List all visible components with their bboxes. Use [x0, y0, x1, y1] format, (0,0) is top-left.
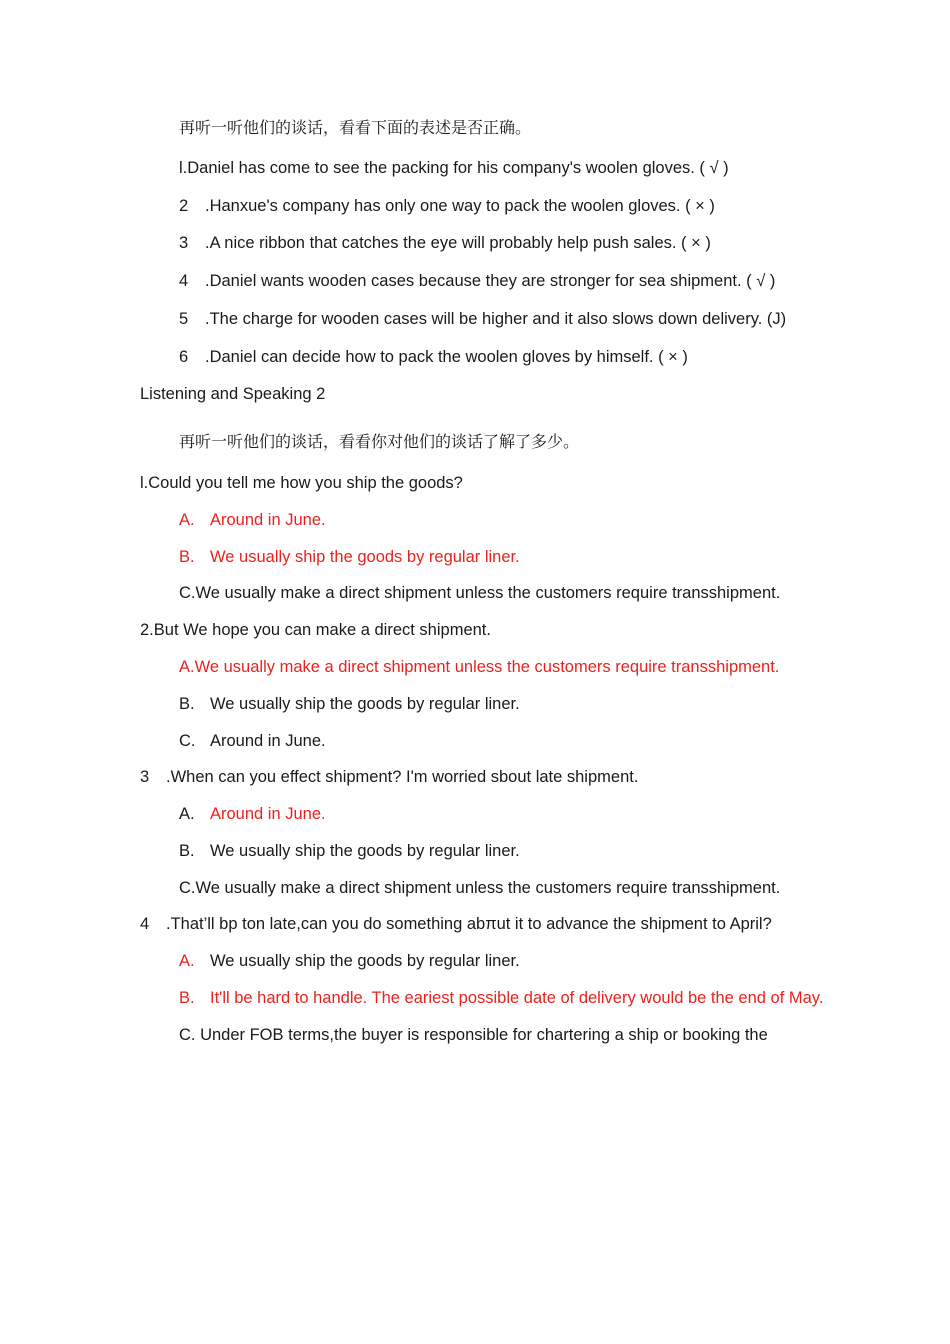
- tf-item-5: [179, 309, 786, 329]
- option-label: B.: [179, 842, 195, 860]
- option-label: A.: [179, 511, 195, 529]
- tf-item-text: .A nice ribbon that catches the eye will probably help push sales. ( × ): [205, 234, 711, 252]
- tf-item-number: 6: [179, 348, 189, 366]
- option-text: We usually ship the goods by regular liner.: [210, 548, 520, 566]
- tf-item-text: .Daniel wants wooden cases because they are stronger for sea shipment. ( √ ): [205, 272, 776, 290]
- option-label: A.: [179, 805, 195, 823]
- option-label: A.: [179, 952, 195, 970]
- tf-item-number: 2: [179, 197, 189, 215]
- question-4: [140, 914, 772, 934]
- tf-item-6: [179, 347, 688, 367]
- question-number: 4: [140, 915, 150, 933]
- tf-item-number: 4: [179, 272, 189, 290]
- tf-item-1: [179, 158, 729, 178]
- q2-option-c: [179, 731, 326, 751]
- option-label: B.: [179, 695, 195, 713]
- section2-instruction: 再听一听他们的谈话，看看你对他们的谈话了解了多少。: [179, 432, 580, 451]
- option-label: B.: [179, 989, 195, 1007]
- question-3: [140, 767, 638, 787]
- option-text: Around in June.: [210, 805, 326, 823]
- section2-heading: Listening and Speaking 2: [140, 385, 326, 403]
- q2-option-a: A.We usually make a direct shipment unless the customers require transshipment.: [179, 658, 780, 676]
- q1-option-a: [179, 510, 326, 530]
- option-text: We usually ship the goods by regular liner.: [210, 695, 520, 713]
- option-text: It'll be hard to handle. The eariest possible date of delivery would be the end of May.: [210, 989, 824, 1007]
- question-2: 2.But We hope you can make a direct shipment.: [140, 621, 491, 639]
- section1-instruction: 再听一听他们的谈话，看看下面的表述是否正确。: [179, 118, 532, 137]
- q1-option-b: [179, 547, 520, 567]
- tf-item-number: 3: [179, 234, 189, 252]
- q3-option-a: [179, 804, 326, 824]
- tf-item-text: .Hanxue's company has only one way to pack the woolen gloves. ( × ): [205, 197, 715, 215]
- option-label: B.: [179, 548, 195, 566]
- question-text: .When can you effect shipment? I'm worried sbout late shipment.: [166, 768, 639, 786]
- question-text: .That’ll bp ton late,can you do something abπut it to advance the shipment to April?: [166, 915, 772, 933]
- tf-item-text: .Daniel can decide how to pack the woolen gloves by himself. ( × ): [205, 348, 688, 366]
- tf-item-text: l.Daniel has come to see the packing for his company's woolen gloves. ( √ ): [179, 159, 729, 177]
- option-text: Around in June.: [210, 511, 326, 529]
- question-number: 3: [140, 768, 150, 786]
- option-label: C.: [179, 732, 196, 750]
- tf-item-text: .The charge for wooden cases will be higher and it also slows down delivery. (J): [205, 310, 787, 328]
- tf-item-3: [179, 233, 711, 253]
- q3-option-b: [179, 841, 520, 861]
- q4-option-c: C. Under FOB terms,the buyer is responsible for chartering a ship or booking the: [179, 1026, 768, 1044]
- tf-item-number: 5: [179, 310, 189, 328]
- q4-option-b: [179, 988, 823, 1008]
- option-text: We usually ship the goods by regular liner.: [210, 842, 520, 860]
- q3-option-c: C.We usually make a direct shipment unless the customers require transshipment.: [179, 879, 781, 897]
- q2-option-b: [179, 694, 520, 714]
- tf-item-2: [179, 196, 715, 216]
- q1-option-c: C.We usually make a direct shipment unless the customers require transshipment.: [179, 584, 781, 602]
- option-text: We usually ship the goods by regular liner.: [210, 952, 520, 970]
- question-1: l.Could you tell me how you ship the goods?: [140, 474, 463, 492]
- q4-option-a: [179, 951, 520, 971]
- option-text: Around in June.: [210, 732, 326, 750]
- tf-item-4: [179, 271, 775, 291]
